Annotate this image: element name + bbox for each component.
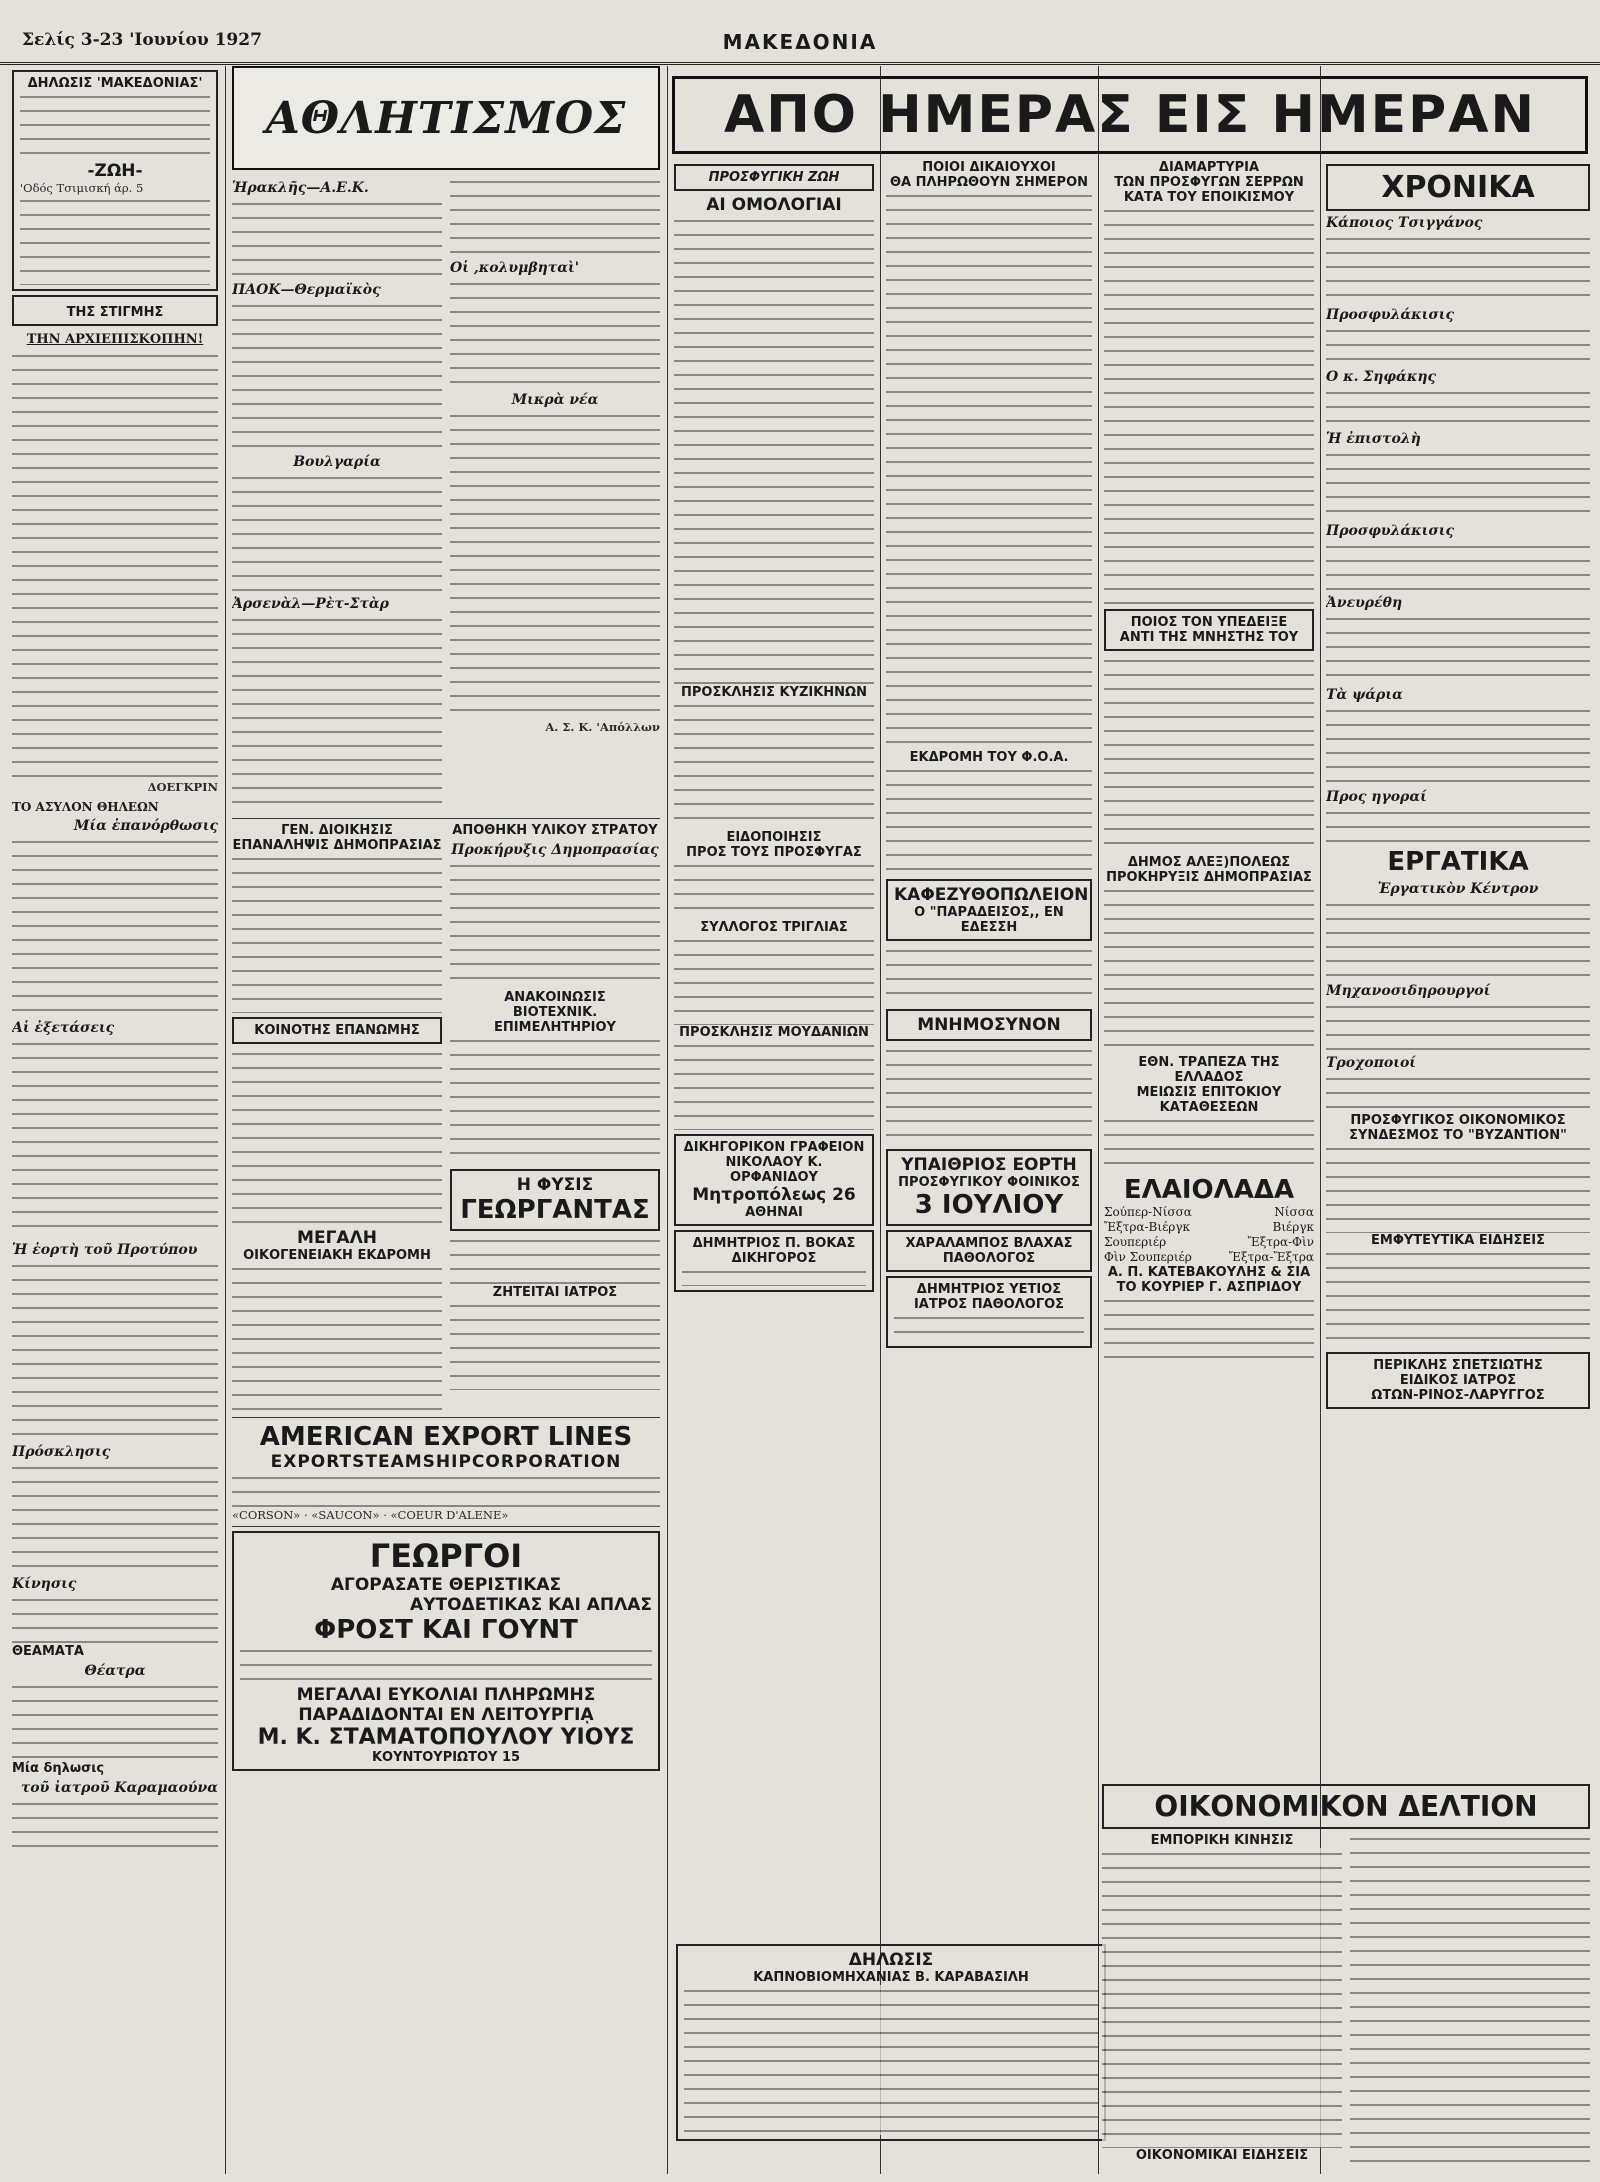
column-4: ΠΟΙΟΙ ΔΙΚΑΙΟΥΧΟΙ ΘΑ ΠΛΗΡΩΘΟΥΝ ΣΗΜΕΡΟΝ ΕΚΔΡΟΜΗ ΤΟΥ Φ.Ο.Α. ΚΑΦΕΖΥΘΟΠΩΛΕΙΟΝ Ο "ΠΑΡΑΔΕΙΣΟΣ,, ΕΝ ΕΔΕΣΣΗ ΜΝΗΜΟΣΥΝΟΝ ΥΠΑΙΘΡΙΟΣ ΕΟΡΤΗ ΠΡΟΣΦΥΓΙΚΟΥ ΦΟΙΝΙΚΟΣ 3 ΙΟΥΛΙΟΥ ΧΑΡΑΛΑΜΠΟΣ ΒΛΑΧΑΣ ΠΑΘΟΛΟΓΟΣ ΔΗΜΗΤΡΙΟΣ ΥΕΤΙΟΣ ΙΑΤΡΟΣ ΠΑΘΟΛΟΓΟΣ bbox=[886, 160, 1092, 2174]
column-rule bbox=[1098, 66, 1099, 2174]
column-2: ΑΘΛΗΤΙΣΜΟΣ Ἡρακλῆς—Α.Ε.Κ. ΠΑΟΚ—Θερμαϊκὸς Βουλγαρία Ἀρσενὰλ—Ρὲτ-Στὰρ Οἱ ,κολυμβηταὶ' Μικρὰ νέα Α. Σ. Κ. 'Απόλλων ΓΕΝ. ΔΙΟΙΚΗΣΙΣ ΕΠΑΝΑΛΗΨΙΣ ΔΗΜΟΠΡΑΣΙΑΣ ΚΟΙΝΟΤΗΣ ΕΠΑΝΩΜΗΣ ΜΕΓΑΛΗ ΟΙΚΟΓΕΝΕΙΑΚΗ ΕΚΔΡΟΜΗ ΑΠΟΘΗΚΗ ΥΛΙΚΟΥ ΣΤΡΑΤΟΥ Προκήρυξις Δημοπρασίας ΑΝΑΚΟΙΝΩΣΙΣ ΒΙΟΤΕΧΝΙΚ. ΕΠΙΜΕΛΗΤΗΡΙΟΥ Η ΦΥΣΙΣ ΓΕΩΡΓΑΝΤΑΣ ΖΗΤΕΙΤΑΙ ΙΑΤΡΟΣ AMERICAN EXPORT LINES EXPORTSTEAMSHIPCORPORATION «CORSON» · «SAUCON» · «COEUR D'ALENE» ΓΕΩΡΓΟΙ ΑΓΟΡΑΣΑΤΕ ΘΕΡΙΣΤΙΚΑΣ ΑΥΤΟΔΕΤΙΚΑΣ ΚΑΙ ΑΠΛΑΣ ΦΡΟΣΤ ΚΑΙ ΓΟΥΝΤ ΜΕΓΑΛΑΙ ΕΥΚΟΛΙΑΙ ΠΛΗΡΩΜΗΣ ΠΑΡΑΔΙΔΟΝΤΑΙ ΕΝ ΛΕΙΤΟΥΡΓΙᾼ Μ. Κ. ΣΤΑΜΑΤΟΠΟΥΛΟΥ ΥΙΟΥΣ ΚΟΥΝΤΟΥΡΙΩΤΟΥ 15 bbox=[232, 66, 660, 2174]
column-rule bbox=[667, 66, 668, 2174]
athletics-title: ΑΘΛΗΤΙΣΜΟΣ bbox=[232, 66, 660, 170]
running-header bbox=[0, 0, 1600, 65]
column-6: ΧΡΟΝΙΚΑ Κάποιος Τσιγγάνος Προσφυλάκισις Ο κ. Σηφάκης Ἡ ἐπιστολὴ Προσφυλάκισις Ἀνευρέθη Τὰ ψάρια Προς ηγοραί ΕΡΓΑΤΙΚΑ Ἐργατικὸν Κέντρον Μηχανοσιδηρουργοί Τροχοποιοί ΠΡΟΣΦΥΓΙΚΟΣ ΟΙΚΟΝΟΜΙΚΟΣ ΣΥΝΔΕΣΜΟΣ ΤΟ "ΒΥΖΑΝΤΙΟΝ" ΕΜΦΥΤΕΥΤΙΚΑ ΕΙΔΗΣΕΙΣ ΠΕΡΙΚΛΗΣ ΣΠΕΤΣΙΩΤΗΣ ΕΙΔΙΚΟΣ ΙΑΤΡΟΣ ΩΤΩΝ-ΡΙΝΟΣ-ΛΑΡΥΓΓΟΣ bbox=[1326, 160, 1590, 2174]
oil-list: Σούπερ-Νίσσα Νίσσα Ἔξτρα-Βιέργκ Βιέργκ Σουπεριέρ Ἔξτρα-Φὶν Φὶν Σουπεριέρ Ἔξτρα-Ἔξτρα bbox=[1104, 1205, 1314, 1264]
column-1: ΔΗΛΩΣΙΣ 'ΜΑΚΕΔΟΝΙΑΣ' -ΖΩΗ- 'Οδός Τσιμισκή άρ. 5 ΤΗΣ ΣΤΙΓΜΗΣ ΤΗΝ ΑΡΧΙΕΠΙΣΚΟΠΗΝ! ΔΟΕΓΚΡΙΝ ΤΟ ΑΣΥΛΟΝ ΘΗΛΕΩΝ Μία ἐπανόρθωσις Αἱ ἐξετάσεις Ἡ ἑορτὴ τοῦ Προτύπου Πρόσκλησις Κίνησις ΘΕΑΜΑΤΑ Θέατρα Μία δηλωσις τοῦ ἰατροῦ Καραμαούνα bbox=[12, 66, 218, 2174]
section-stigmis: ΤΗΣ ΣΤΙΓΜΗΣ bbox=[12, 295, 218, 326]
karavasili-ad: ΔΗΛΩΣΙΣ ΚΑΠΝΟΒΙΟΜΗΧΑΝΙΑΣ Β. ΚΑΡΑΒΑΣΙΛΗ bbox=[676, 1944, 1106, 2141]
headline-archi: ΤΗΝ ΑΡΧΙΕΠΙΣΚΟΠΗΝ! bbox=[26, 332, 204, 347]
georgoi-ad: ΓΕΩΡΓΟΙ ΑΓΟΡΑΣΑΤΕ ΘΕΡΙΣΤΙΚΑΣ ΑΥΤΟΔΕΤΙΚΑΣ ΚΑΙ ΑΠΛΑΣ ΦΡΟΣΤ ΚΑΙ ΓΟΥΝΤ ΜΕΓΑΛΑΙ ΕΥΚΟΛΙΑΙ ΠΛΗΡΩΜΗΣ ΠΑΡΑΔΙΔΟΝΤΑΙ ΕΝ ΛΕΙΤΟΥΡΓΙᾼ Μ. Κ. ΣΤΑΜΑΤΟΠΟΥΛΟΥ ΥΙΟΥΣ ΚΟΥΝΤΟΥΡΙΩΤΟΥ 15 bbox=[232, 1531, 660, 1771]
column-5: ΔΙΑΜΑΡΤΥΡΙΑ ΤΩΝ ΠΡΟΣΦΥΓΩΝ ΣΕΡΡΩΝ ΚΑΤΑ ΤΟΥ ΕΠΟΙΚΙΣΜΟΥ ΠΟΙΟΣ ΤΟΝ ΥΠΕΔΕΙΞΕ ΑΝΤΙ ΤΗΣ ΜΝΗΣΤΗΣ ΤΟΥ ΔΗΜΟΣ ΑΛΕΞ)ΠΟΛΕΩΣ ΠΡΟΚΗΡΥΞΙΣ ΔΗΜΟΠΡΑΣΙΑΣ ΕΘΝ. ΤΡΑΠΕΖΑ ΤΗΣ ΕΛΛΑΔΟΣ ΜΕΙΩΣΙΣ ΕΠΙΤΟΚΙΟΥ ΚΑΤΑΘΕΣΕΩΝ ΕΛΑΙΟΛΑΔΑ Σούπερ-Νίσσα Νίσσα Ἔξτρα-Βιέργκ Βιέργκ Σουπεριέρ Ἔξτρα-Φὶν Φὶν Σουπεριέρ Ἔξτρα-Ἔξτρα Α. Π. ΚΑΤΕΒΑΚΟΥΛΗΣ & ΣΙΑ ΤΟ ΚΟΥΡΙΕΡ Γ. ΑΣΠΡΙΔΟΥ bbox=[1104, 160, 1314, 2174]
newspaper-name: ΜΑΚΕΔΟΝΙΑ bbox=[722, 30, 878, 54]
makedonia-notice: ΔΗΛΩΣΙΣ 'ΜΑΚΕΔΟΝΙΑΣ' -ΖΩΗ- 'Οδός Τσιμισκή άρ. 5 bbox=[12, 70, 218, 291]
column-3: ΠΡΟΣΦΥΓΙΚΗ ΖΩΗ ΑΙ ΟΜΟΛΟΓΙΑΙ ΠΡΟΣΚΛΗΣΙΣ ΚΥΖΙΚΗΝΩΝ ΕΙΔΟΠΟΙΗΣΙΣ ΠΡΟΣ ΤΟΥΣ ΠΡΟΣΦΥΓΑΣ ΣΥΛΛΟΓΟΣ ΤΡΙΓΛΙΑΣ ΠΡΟΣΚΛΗΣΙΣ ΜΟΥΔΑΝΙΩΝ ΔΙΚΗΓΟΡΙΚΟΝ ΓΡΑΦΕΙΟΝ ΝΙΚΟΛΑΟΥ Κ. ΟΡΦΑΝΙΔΟΥ Μητροπόλεως 26 ΑΘΗΝΑΙ ΔΗΜΗΤΡΙΟΣ Π. ΒΟΚΑΣ ΔΙΚΗΓΟΡΟΣ bbox=[674, 160, 874, 2174]
column-rule bbox=[225, 66, 226, 2174]
economic-bulletin: ΟΙΚΟΝΟΜΙΚΟΝ ΔΕΛΤΙΟΝ ΕΜΠΟΡΙΚΗ ΚΙΝΗΣΙΣ ΟΙΚΟΝΟΜΙΚΑΙ ΕΙΔΗΣΕΙΣ bbox=[1102, 1780, 1590, 2173]
banner-apo-imeras: ΑΠΟ ΗΜΕΡΑΣ ΕΙΣ ΗΜΕΡΑΝ bbox=[672, 76, 1588, 154]
page-number: Σελίς 3-23 'Ιουνίου 1927 bbox=[22, 30, 262, 50]
american-export-title: AMERICAN EXPORT LINES bbox=[259, 1422, 633, 1452]
column-rule bbox=[880, 66, 881, 2174]
